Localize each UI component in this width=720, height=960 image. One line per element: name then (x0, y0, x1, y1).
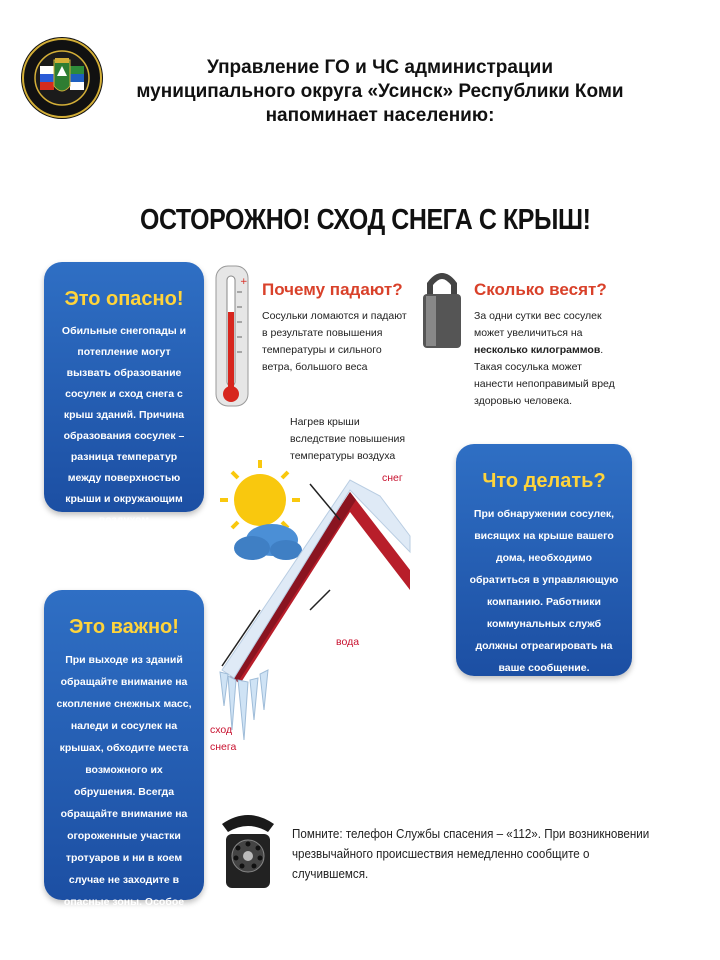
cloud-icon (234, 524, 302, 560)
water-label: вода (336, 636, 360, 648)
weight-section (474, 280, 624, 410)
what-to-do-card (456, 444, 632, 676)
important-card (44, 590, 204, 930)
svg-text:+: + (240, 277, 248, 287)
emblem-logo (20, 36, 104, 120)
why-section (262, 280, 412, 376)
header-line-2: муниципального округа «Усинск» Республики Коми (136, 81, 624, 102)
what-to-do-body: При обнаружении сосулек, висящих на крыше вашего дома, необходимо обратиться в управляющую компанию. Работники коммунальных служб должны отреагировать на ваше сообщение. (469, 508, 619, 674)
snow-label: снег (382, 472, 403, 484)
danger-card-body: Обильные снегопады и потепление могут вызвать образование сосулек и сход снега с крыш зданий. Причина образования сосулек – разница температур между поверхностью крыши и окружающим воздухом (61, 325, 187, 526)
danger-card-title: Это опасно! (64, 288, 184, 310)
header-line-3: напоминает населению: (265, 105, 495, 126)
weight-body (474, 308, 624, 410)
header-title (100, 56, 660, 128)
weight-title: Сколько весят? (474, 280, 607, 299)
important-card-body: При выходе из зданий обращайте внимание на скопление снежных масс, наледи и сосулек на крышах, обходите места возможного их обрушения. Всегда обращайте внимание на огороженные участки тротуаров и ни в коем случае не заходите в опасные зоны. Особое внимание уделяйте (56, 654, 192, 930)
why-body: Сосульки ломаются и падают в результате повышения температуры и сильного ветра, большого веса (262, 310, 407, 373)
main-title: ОСТОРОЖНО! СХОД СНЕГА С КРЫШ! (140, 204, 591, 236)
weight-icon (420, 266, 464, 352)
reminder-text: Помните: телефон Службы спасения – «112». При возникновении чрезвычайного происшествия немедленно сообщите о случившемся. (292, 827, 650, 881)
why-title: Почему падают? (262, 280, 403, 299)
weight-body-bold: несколько килограммов (474, 344, 601, 356)
avalanche-label: сход снега (210, 724, 237, 753)
weight-body-suffix: . Такая сосулька может нанести непоправимый вред здоровью человека. (474, 344, 615, 407)
header-line-1: Управление ГО и ЧС администрации (206, 57, 554, 78)
telephone-icon (216, 806, 280, 892)
weight-body-prefix: За одни сутки вес сосулек может увеличиться на (474, 310, 602, 339)
heat-label: Нагрев крыши вследствие повышения температуры воздуха (290, 416, 406, 462)
danger-card (44, 262, 204, 526)
what-to-do-title: Что делать? (482, 470, 606, 492)
important-card-title: Это важно! (69, 616, 179, 638)
thermometer-icon (210, 262, 250, 412)
roof-diagram (200, 440, 440, 760)
